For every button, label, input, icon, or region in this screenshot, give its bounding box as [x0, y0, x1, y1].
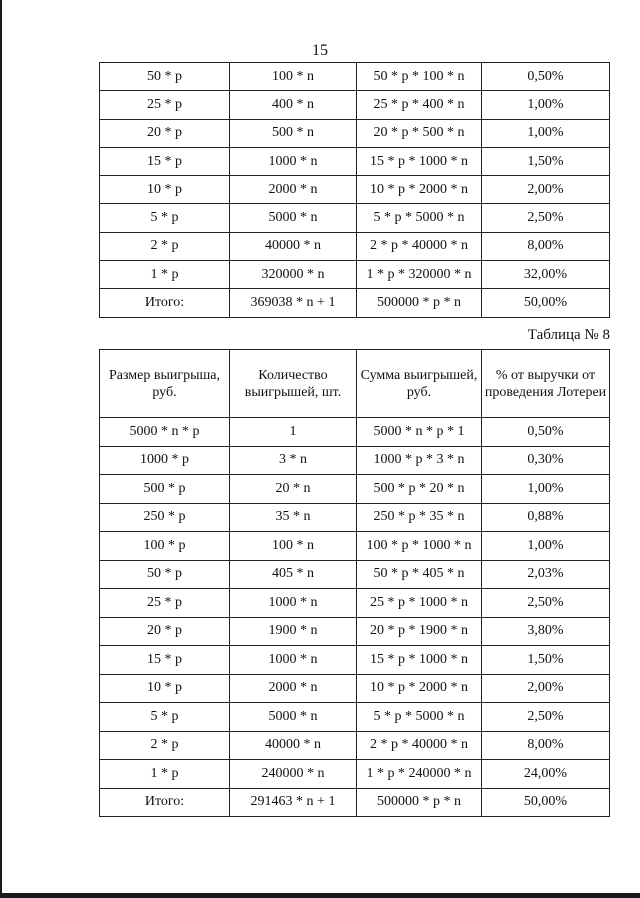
cell-prize-size: 50 * р [100, 560, 230, 589]
cell-revenue-percent: 1,50% [482, 147, 610, 175]
cell-prize-sum: 500 * р * 20 * n [357, 475, 482, 504]
cell-prize-count: 40000 * n [230, 731, 357, 760]
table-row [100, 289, 610, 317]
cell-prize-size: 20 * р [100, 617, 230, 646]
cell-prize-size: 15 * р [100, 646, 230, 675]
table-row [100, 589, 610, 618]
cell-prize-sum: 15 * р * 1000 * n [357, 147, 482, 175]
cell-prize-size: 10 * р [100, 674, 230, 703]
table-row [100, 63, 610, 91]
cell-prize-sum: 5 * р * 5000 * n [357, 703, 482, 732]
cell-prize-count: 1000 * n [230, 646, 357, 675]
cell-revenue-percent: 1,00% [482, 532, 610, 561]
table-row [100, 503, 610, 532]
cell-revenue-percent: 50,00% [482, 788, 610, 817]
table-row [100, 560, 610, 589]
cell-revenue-percent: 0,88% [482, 503, 610, 532]
cell-prize-count: 240000 * n [230, 760, 357, 789]
cell-prize-count: 3 * n [230, 446, 357, 475]
cell-prize-size: 500 * р [100, 475, 230, 504]
cell-revenue-percent: 0,50% [482, 63, 610, 91]
cell-prize-size: Итого: [100, 289, 230, 317]
cell-prize-count: 5000 * n [230, 703, 357, 732]
cell-revenue-percent: 2,03% [482, 560, 610, 589]
cell-prize-sum: 1000 * р * 3 * n [357, 446, 482, 475]
table-row [100, 475, 610, 504]
cell-revenue-percent: 8,00% [482, 731, 610, 760]
cell-revenue-percent: 0,50% [482, 418, 610, 447]
cell-prize-size: 15 * р [100, 147, 230, 175]
table-row [100, 261, 610, 289]
cell-prize-count: 2000 * n [230, 674, 357, 703]
header-revenue-percent: % от выручки от проведения Лотереи [482, 350, 610, 418]
cell-prize-count: 2000 * n [230, 176, 357, 204]
cell-prize-size: 250 * р [100, 503, 230, 532]
page-number: 15 [312, 42, 328, 59]
prize-table-8 [99, 349, 610, 817]
cell-revenue-percent: 32,00% [482, 261, 610, 289]
cell-revenue-percent: 24,00% [482, 760, 610, 789]
cell-prize-sum: 25 * р * 1000 * n [357, 589, 482, 618]
cell-prize-size: 1 * р [100, 261, 230, 289]
cell-prize-sum: 50 * р * 100 * n [357, 63, 482, 91]
cell-prize-count: 320000 * n [230, 261, 357, 289]
table-header [100, 350, 610, 418]
cell-revenue-percent: 8,00% [482, 232, 610, 260]
cell-prize-sum: 10 * р * 2000 * n [357, 674, 482, 703]
cell-prize-sum: 25 * р * 400 * n [357, 91, 482, 119]
table-row [100, 446, 610, 475]
cell-prize-count: 400 * n [230, 91, 357, 119]
table-body [100, 418, 610, 817]
table-row [100, 674, 610, 703]
cell-prize-size: 2 * р [100, 731, 230, 760]
cell-prize-count: 1900 * n [230, 617, 357, 646]
scan-edge-left [0, 0, 2, 898]
cell-prize-sum: 20 * р * 500 * n [357, 119, 482, 147]
cell-revenue-percent: 1,00% [482, 475, 610, 504]
cell-prize-size: 25 * р [100, 589, 230, 618]
cell-prize-count: 405 * n [230, 560, 357, 589]
cell-prize-count: 369038 * n + 1 [230, 289, 357, 317]
cell-prize-sum: 5000 * n * р * 1 [357, 418, 482, 447]
cell-prize-count: 40000 * n [230, 232, 357, 260]
table-row [100, 703, 610, 732]
cell-prize-size: 50 * р [100, 63, 230, 91]
table-row [100, 418, 610, 447]
prize-table-continued [99, 62, 610, 318]
cell-revenue-percent: 2,00% [482, 674, 610, 703]
cell-prize-sum: 15 * р * 1000 * n [357, 646, 482, 675]
cell-prize-size: 25 * р [100, 91, 230, 119]
table-row [100, 617, 610, 646]
table-row [100, 91, 610, 119]
cell-revenue-percent: 1,00% [482, 119, 610, 147]
table-row [100, 760, 610, 789]
header-prize-sum: Сумма выигрышей, руб. [357, 350, 482, 418]
table-caption: Таблица № 8 [527, 327, 610, 343]
cell-prize-sum: 20 * р * 1900 * n [357, 617, 482, 646]
header-prize-count: Количество выигрышей, шт. [230, 350, 357, 418]
cell-prize-count: 1 [230, 418, 357, 447]
cell-revenue-percent: 2,50% [482, 589, 610, 618]
table-row [100, 731, 610, 760]
cell-prize-size: 100 * р [100, 532, 230, 561]
cell-revenue-percent: 2,50% [482, 703, 610, 732]
table-row [100, 532, 610, 561]
cell-prize-sum: 50 * р * 405 * n [357, 560, 482, 589]
table-body [100, 63, 610, 318]
cell-prize-sum: 5 * р * 5000 * n [357, 204, 482, 232]
cell-prize-sum: 250 * р * 35 * n [357, 503, 482, 532]
cell-revenue-percent: 50,00% [482, 289, 610, 317]
header-prize-size: Размер выигрыша, руб. [100, 350, 230, 418]
cell-prize-size: 1000 * р [100, 446, 230, 475]
cell-prize-count: 1000 * n [230, 147, 357, 175]
cell-prize-size: 5 * р [100, 703, 230, 732]
cell-prize-sum: 500000 * р * n [357, 289, 482, 317]
cell-prize-size: Итого: [100, 788, 230, 817]
scan-edge-bottom [0, 893, 640, 898]
cell-prize-size: 2 * р [100, 232, 230, 260]
cell-prize-count: 291463 * n + 1 [230, 788, 357, 817]
cell-prize-size: 10 * р [100, 176, 230, 204]
cell-prize-count: 500 * n [230, 119, 357, 147]
cell-prize-count: 5000 * n [230, 204, 357, 232]
cell-revenue-percent: 3,80% [482, 617, 610, 646]
cell-prize-size: 20 * р [100, 119, 230, 147]
cell-prize-sum: 100 * р * 1000 * n [357, 532, 482, 561]
cell-prize-count: 20 * n [230, 475, 357, 504]
cell-revenue-percent: 2,50% [482, 204, 610, 232]
cell-prize-size: 1 * р [100, 760, 230, 789]
cell-prize-sum: 2 * р * 40000 * n [357, 232, 482, 260]
cell-prize-size: 5 * р [100, 204, 230, 232]
cell-prize-count: 100 * n [230, 532, 357, 561]
cell-prize-sum: 1 * р * 240000 * n [357, 760, 482, 789]
cell-revenue-percent: 2,00% [482, 176, 610, 204]
cell-prize-count: 1000 * n [230, 589, 357, 618]
table-row [100, 788, 610, 817]
cell-prize-sum: 500000 * р * n [357, 788, 482, 817]
cell-prize-size: 5000 * n * р [100, 418, 230, 447]
header-row [100, 350, 610, 418]
table-row [100, 204, 610, 232]
cell-revenue-percent: 1,50% [482, 646, 610, 675]
cell-prize-sum: 1 * р * 320000 * n [357, 261, 482, 289]
table-row [100, 176, 610, 204]
table-row [100, 119, 610, 147]
table-row [100, 646, 610, 675]
cell-prize-sum: 2 * р * 40000 * n [357, 731, 482, 760]
cell-revenue-percent: 1,00% [482, 91, 610, 119]
cell-prize-count: 35 * n [230, 503, 357, 532]
table-row [100, 147, 610, 175]
cell-prize-count: 100 * n [230, 63, 357, 91]
cell-prize-sum: 10 * р * 2000 * n [357, 176, 482, 204]
cell-revenue-percent: 0,30% [482, 446, 610, 475]
table-row [100, 232, 610, 260]
